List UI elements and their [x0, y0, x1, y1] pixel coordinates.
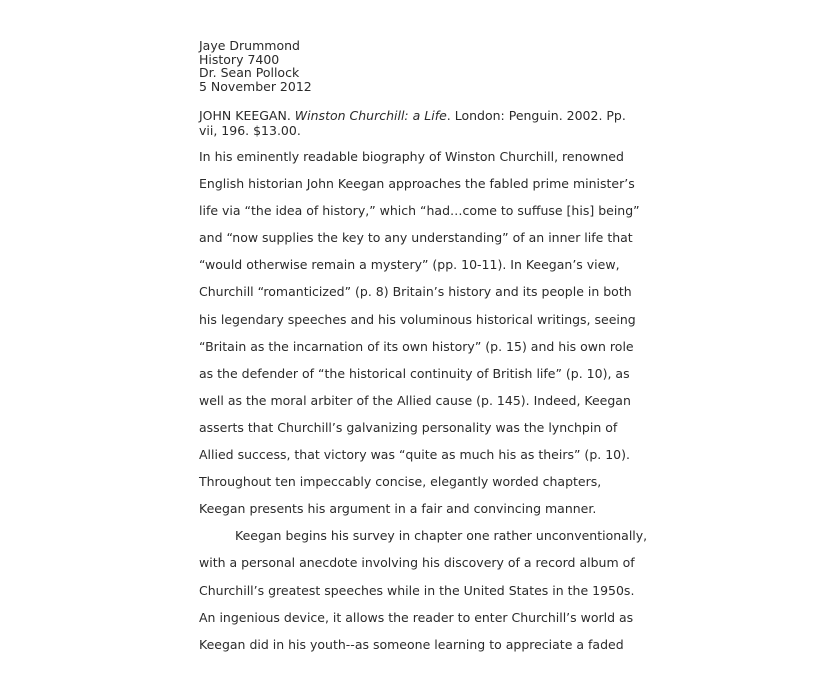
body-line: Churchill “romanticized” (p. 8) Britain’s history and its people in both — [199, 284, 632, 300]
body-line-indented: Keegan begins his survey in chapter one rather unconventionally, — [235, 528, 648, 544]
review-body — [199, 149, 648, 665]
body-line: with a personal anecdote involving his discovery of a record album of — [199, 555, 635, 571]
body-line: In his eminently readable biography of Winston Churchill, renowned — [199, 149, 624, 164]
book-citation — [199, 108, 629, 138]
body-line: “Britain as the incarnation of its own history” (p. 15) and his own role — [199, 338, 634, 354]
body-line: Throughout ten impeccably concise, elegantly worded chapters, — [199, 474, 602, 490]
body-line: Churchill’s greatest speeches while in the United States in the 1950s. — [199, 582, 635, 598]
body-line: well as the moral arbiter of the Allied cause (p. 145). Indeed, Keegan — [199, 392, 631, 408]
body-line: An ingenious device, it allows the reader to enter Churchill’s world as — [199, 609, 634, 625]
course-name: History 7400 — [199, 51, 280, 67]
instructor-name: Dr. Sean Pollock — [199, 65, 300, 81]
citation-title: Winston Churchill: a Life — [294, 108, 447, 123]
citation-publication: . London: Penguin. 2002. Pp. vii, 196. $13.00. — [199, 108, 626, 138]
body-line: life via “the idea of history,” which “had…come to suffuse [his] being” — [199, 203, 640, 219]
paper-header — [199, 39, 312, 93]
body-line: English historian John Keegan approaches the fabled prime minister’s — [199, 176, 635, 192]
paper-date: 5 November 2012 — [199, 78, 312, 94]
body-line: Keegan presents his argument in a fair and convincing manner. — [199, 501, 597, 517]
body-line: as the defender of “the historical continuity of British life” (p. 10), as — [199, 365, 630, 381]
body-line: and “now supplies the key to any understanding” of an inner life that — [199, 230, 633, 246]
body-line: asserts that Churchill’s galvanizing personality was the lynchpin of — [199, 419, 618, 435]
body-line: his legendary speeches and his voluminous historical writings, seeing — [199, 311, 636, 327]
body-line: Keegan did in his youth--as someone learning to appreciate a faded — [199, 636, 624, 652]
body-line: “would otherwise remain a mystery” (pp. 10-11). In Keegan’s view, — [199, 257, 620, 273]
author-name: Jaye Drummond — [199, 38, 300, 53]
citation-author: JOHN KEEGAN. — [199, 108, 291, 123]
body-line: Allied success, that victory was “quite as much his as theirs” (p. 10). — [199, 447, 630, 463]
